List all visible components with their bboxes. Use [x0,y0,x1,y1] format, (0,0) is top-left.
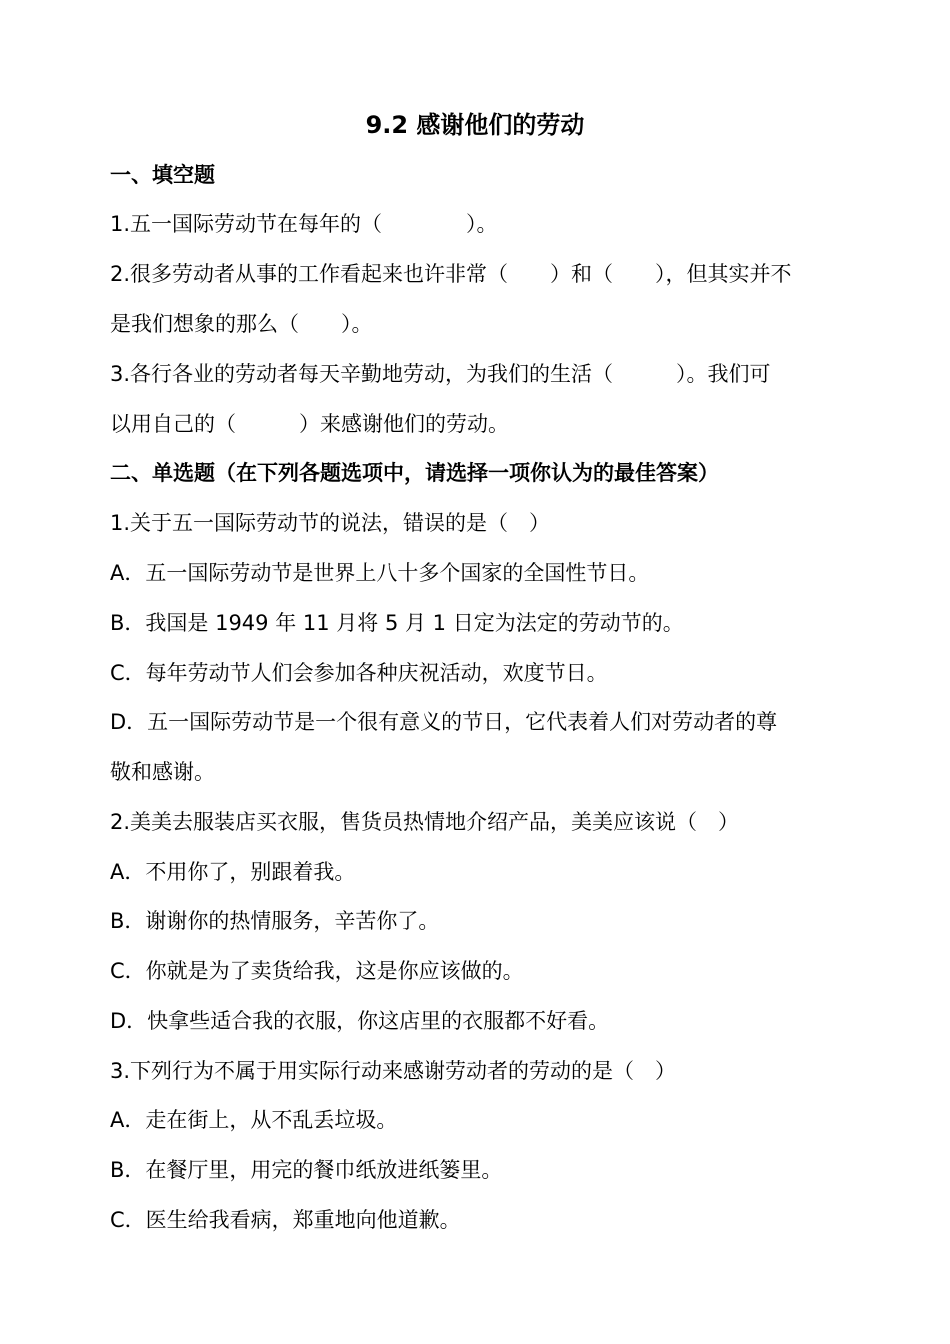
section-heading-single-choice: 二、单选题（在下列各题选项中，请选择一项你认为的最佳答案） [110,461,719,485]
choice-question-2-stem: 2.美美去服装店买衣服，售货员热情地介绍产品，美美应该说（ ） [110,810,740,834]
choice-question-1-option-c: C．每年劳动节人们会参加各种庆祝活动，欢度节日。 [110,661,608,685]
choice-question-2-option-c: C．你就是为了卖货给我，这是你应该做的。 [110,959,524,983]
choice-question-1-option-a: A．五一国际劳动节是世界上八十多个国家的全国性节日。 [110,561,650,585]
choice-question-2-option-a: A．不用你了，别跟着我。 [110,860,356,884]
fill-question-2-line-2: 是我们想象的那么（ ）。 [110,312,373,336]
choice-question-3-stem: 3.下列行为不属于用实际行动来感谢劳动者的劳动的是（ ） [110,1059,677,1083]
choice-question-2-option-d: D．快拿些适合我的衣服，你这店里的衣服都不好看。 [110,1009,610,1033]
choice-question-1-option-b: B．我国是 1949 年 11 月将 5 月 1 日定为法定的劳动节的。 [110,611,684,635]
fill-question-3-line-2: 以用自己的（ ）来感谢他们的劳动。 [110,412,509,436]
fill-question-3-line-1: 3.各行各业的劳动者每天辛勤地劳动，为我们的生活（ ）。我们可 [110,362,771,386]
choice-question-3-option-c: C．医生给我看病，郑重地向他道歉。 [110,1208,461,1232]
choice-question-1-stem: 1.关于五一国际劳动节的说法，错误的是（ ） [110,511,551,535]
choice-question-1-option-d-line-2: 敬和感谢。 [110,760,215,784]
choice-question-2-option-b: B．谢谢你的热情服务，辛苦你了。 [110,909,440,933]
fill-question-1: 1.五一国际劳动节在每年的（ ）。 [110,212,498,236]
page-title: 9.2 感谢他们的劳动 [365,111,585,139]
choice-question-1-option-d-line-1: D．五一国际劳动节是一个很有意义的节日，它代表着人们对劳动者的尊 [110,710,778,734]
choice-question-3-option-a: A．走在街上，从不乱丢垃圾。 [110,1108,398,1132]
choice-question-3-option-b: B．在餐厅里，用完的餐巾纸放进纸篓里。 [110,1158,503,1182]
fill-question-2-line-1: 2.很多劳动者从事的工作看起来也许非常（ ）和（ ），但其实并不 [110,262,792,286]
section-heading-fill-in: 一、填空题 [110,163,215,187]
